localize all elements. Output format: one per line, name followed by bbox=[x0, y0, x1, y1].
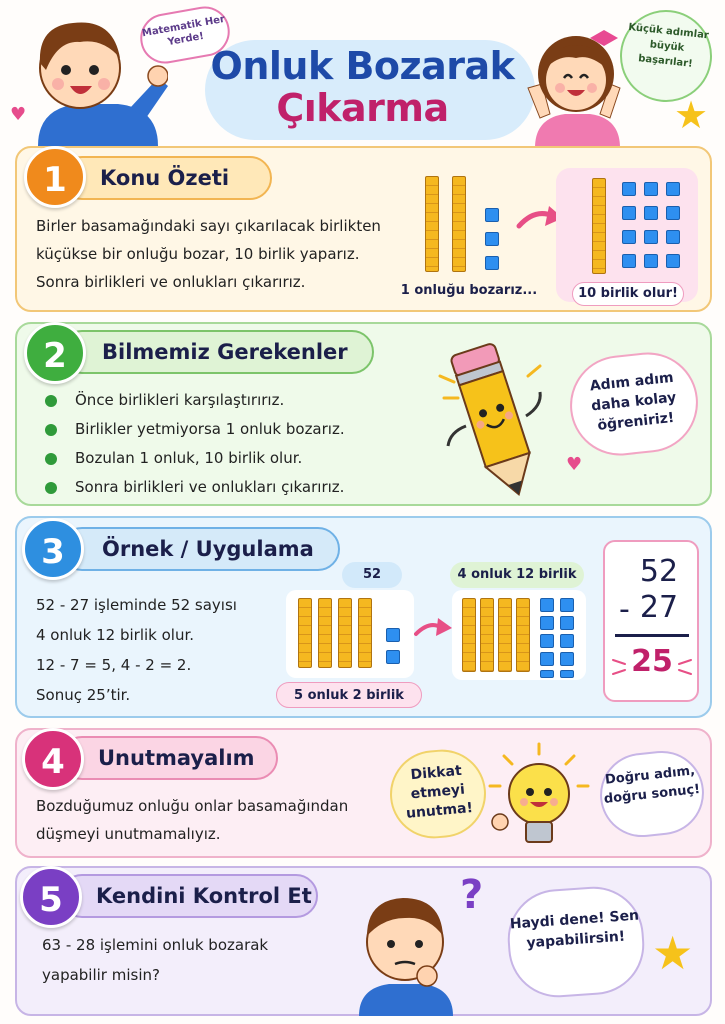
calc-line bbox=[615, 634, 689, 637]
section4-text-line: düşmeyi unutmamalıyız. bbox=[36, 825, 221, 843]
unit-cube-icon bbox=[560, 616, 574, 630]
unit-cube-icon bbox=[560, 670, 574, 678]
section1-heading: Konu Özeti bbox=[60, 156, 272, 200]
unit-cube-icon bbox=[485, 256, 499, 270]
section3-calc-card bbox=[603, 540, 699, 702]
page-title-line2: Çıkarma bbox=[276, 86, 449, 130]
section3-number-badge: 3 bbox=[22, 518, 84, 580]
unit-cube-icon bbox=[485, 208, 499, 222]
unit-cube-icon bbox=[622, 230, 636, 244]
unit-cube-icon bbox=[540, 598, 554, 612]
lightbulb-character-icon bbox=[484, 742, 594, 858]
section1-text-line: küçükse bir onluğu bozar, 10 birlik yaparız. bbox=[36, 245, 360, 263]
section1-text bbox=[36, 212, 416, 296]
question-mark-icon: ? bbox=[460, 872, 484, 918]
ten-rod-icon bbox=[298, 598, 312, 668]
heart-icon: ♥ bbox=[566, 454, 583, 475]
section4-heading: Unutmayalım bbox=[60, 736, 278, 780]
ten-rod-icon bbox=[425, 176, 439, 272]
unit-cube-icon bbox=[644, 206, 658, 220]
thinking-boy-icon bbox=[345, 880, 465, 1016]
star-icon: ★ bbox=[652, 926, 694, 980]
section3-text-line: 52 - 27 işleminde 52 sayısı bbox=[36, 596, 237, 614]
unit-cube-icon bbox=[540, 616, 554, 630]
ten-rod-icon bbox=[318, 598, 332, 668]
star-icon: ★ bbox=[674, 93, 709, 137]
section1-text-line: Sonra birlikleri ve onlukları çıkarırız. bbox=[36, 273, 306, 291]
unit-cube-icon bbox=[540, 670, 554, 678]
section1-number-badge: 1 bbox=[24, 146, 86, 208]
ten-rod-icon bbox=[480, 598, 494, 672]
unit-cube-icon bbox=[540, 652, 554, 666]
section3-label-4-onluk: 4 onluk 12 birlik bbox=[450, 562, 584, 588]
arrow-right-icon bbox=[414, 614, 454, 644]
ten-rod-icon bbox=[498, 598, 512, 672]
section5-number-badge: 5 bbox=[20, 866, 82, 928]
unit-cube-icon bbox=[666, 206, 680, 220]
sparkle-icon bbox=[609, 646, 695, 686]
unit-cube-icon bbox=[560, 652, 574, 666]
section3-text-line: 4 onluk 12 birlik olur. bbox=[36, 626, 195, 644]
section4-bubble-left-text: Dikkat etmeyi unutma! bbox=[405, 762, 474, 822]
unit-cube-icon bbox=[644, 230, 658, 244]
unit-cube-icon bbox=[485, 232, 499, 246]
section5-text-line: yapabilir misin? bbox=[42, 966, 160, 984]
section3-label-5-onluk: 5 onluk 2 birlik bbox=[276, 682, 422, 708]
list-item: Önce birlikleri karşılaştırırız. bbox=[45, 386, 345, 415]
section3-text-line: Sonuç 25’tir. bbox=[36, 686, 131, 704]
girl-illustration-icon bbox=[520, 18, 630, 148]
section5-bubble-text: Haydi dene! Sen yapabilirsin! bbox=[509, 907, 640, 952]
unit-cube-icon bbox=[560, 598, 574, 612]
section1-text-line: Birler basamağındaki sayı çıkarılacak birlikten bbox=[36, 217, 381, 235]
section2-heading: Bilmemiz Gerekenler bbox=[60, 330, 374, 374]
unit-cube-icon bbox=[622, 182, 636, 196]
section1-caption-right: 10 birlik olur! bbox=[572, 282, 684, 306]
section3-label-52: 52 bbox=[342, 562, 402, 588]
unit-cube-icon bbox=[644, 254, 658, 268]
section3-text-line: 12 - 7 = 5, 4 - 2 = 2. bbox=[36, 656, 192, 674]
ten-rod-icon bbox=[338, 598, 352, 668]
ten-rod-icon bbox=[516, 598, 530, 672]
section5-text-line: 63 - 28 işlemini onluk bozarak bbox=[42, 936, 269, 954]
section5-heading: Kendini Kontrol Et bbox=[60, 874, 318, 918]
ten-rod-icon bbox=[462, 598, 476, 672]
page-title-line1: Onluk Bozarak bbox=[210, 44, 515, 88]
ten-rod-icon bbox=[452, 176, 466, 272]
pencil-character-icon bbox=[430, 336, 560, 506]
section4-text-line: Bozduğumuz onluğu onlar basamağından bbox=[36, 797, 349, 815]
list-item: Sonra birlikleri ve onlukları çıkarırız. bbox=[45, 473, 345, 502]
unit-cube-icon bbox=[622, 254, 636, 268]
unit-cube-icon bbox=[644, 182, 658, 196]
unit-cube-icon bbox=[622, 206, 636, 220]
list-item: Birlikler yetmiyorsa 1 onluk bozarız. bbox=[45, 415, 345, 444]
section3-heading: Örnek / Uygulama bbox=[60, 527, 340, 571]
unit-cube-icon bbox=[666, 254, 680, 268]
section4-text bbox=[36, 792, 386, 848]
calc-minus-sign: - bbox=[619, 592, 630, 627]
ten-rod-icon bbox=[592, 178, 606, 274]
section5-text bbox=[42, 930, 342, 990]
section2-bubble-text: Adım adım daha kolay öğreniriz! bbox=[589, 369, 678, 434]
section4-bubble-right-text: Doğru adım, doğru sonuç! bbox=[603, 763, 701, 808]
section2-number-badge: 2 bbox=[24, 322, 86, 384]
section5-bubble bbox=[504, 883, 647, 1000]
unit-cube-icon bbox=[666, 230, 680, 244]
unit-cube-icon bbox=[666, 182, 680, 196]
section4-number-badge: 4 bbox=[22, 728, 84, 790]
unit-cube-icon bbox=[386, 628, 400, 642]
header-bubble-right: Küçük adımlar büyük başarılar! bbox=[615, 5, 716, 106]
section1-caption-left: 1 onluğu bozarız... bbox=[400, 283, 538, 298]
list-item: Bozulan 1 onluk, 10 birlik olur. bbox=[45, 444, 345, 473]
section3-text bbox=[36, 590, 286, 710]
unit-cube-icon bbox=[540, 634, 554, 648]
header-bubble-left: Matematik Her Yerde! bbox=[136, 3, 233, 68]
calc-sub-number: 27 bbox=[639, 590, 679, 625]
unit-cube-icon bbox=[560, 634, 574, 648]
calc-result: 25 bbox=[631, 644, 673, 679]
calc-top-number: 52 bbox=[639, 554, 679, 589]
section2-bullet-list bbox=[45, 386, 345, 502]
heart-icon: ♥ bbox=[10, 104, 27, 125]
unit-cube-icon bbox=[386, 650, 400, 664]
ten-rod-icon bbox=[358, 598, 372, 668]
